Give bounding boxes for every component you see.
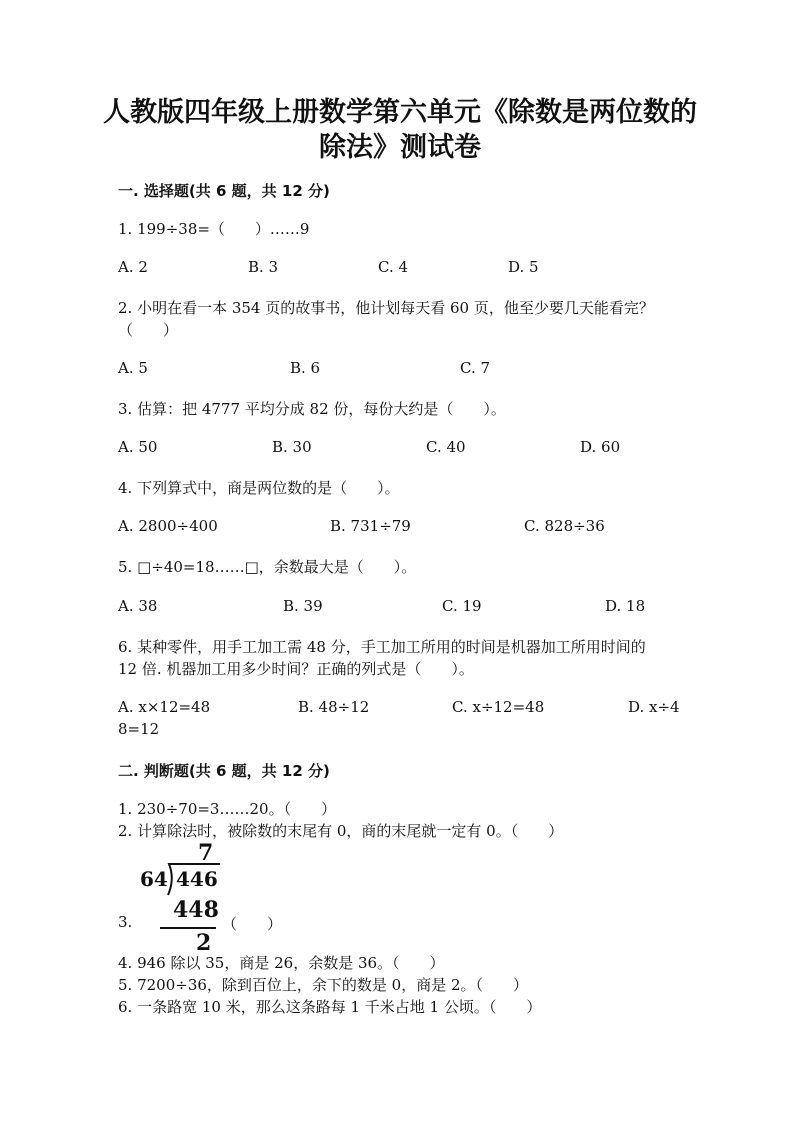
question-2-line-1: 2. 小明在看一本 354 页的故事书，他计划每天看 60 页，他至少要几天能看完？ bbox=[118, 299, 654, 317]
option-5c: C. 19 bbox=[442, 597, 482, 615]
division-divisor: 64 bbox=[140, 867, 168, 891]
option-4a: A. 2800÷400 bbox=[118, 517, 218, 535]
judge-item-2: 2. 计算除法时，被除数的末尾有 0，商的末尾就一定有 0。（ ） bbox=[118, 822, 564, 840]
option-1b: B. 3 bbox=[248, 258, 279, 276]
option-4b: B. 731÷79 bbox=[330, 517, 411, 535]
division-product: 448 bbox=[173, 897, 219, 923]
option-6d-wrap: 8=12 bbox=[118, 720, 160, 738]
question-5: 5. □÷40=18……□，余数最大是（ ）。 bbox=[118, 558, 417, 576]
title-line-2: 除法》测试卷 bbox=[319, 132, 481, 163]
option-5d: D. 18 bbox=[605, 597, 646, 615]
option-3a: A. 50 bbox=[118, 438, 158, 456]
option-6c: C. x÷12=48 bbox=[452, 698, 545, 716]
option-5a: A. 38 bbox=[118, 597, 158, 615]
option-6b: B. 48÷12 bbox=[298, 698, 370, 716]
judge-item-4: 4. 946 除以 35，商是 26，余数是 36。（ ） bbox=[118, 954, 445, 972]
option-3b: B. 30 bbox=[272, 438, 312, 456]
option-6a: A. x×12=48 bbox=[118, 698, 211, 716]
division-dividend: 446 bbox=[176, 867, 218, 891]
option-2c: C. 7 bbox=[460, 359, 491, 377]
option-3d: D. 60 bbox=[580, 438, 621, 456]
option-1d: D. 5 bbox=[508, 258, 539, 276]
option-3c: C. 40 bbox=[426, 438, 466, 456]
question-6-line-2: 12 倍. 机器加工用多少时间？正确的列式是（ ）。 bbox=[118, 660, 474, 678]
judge-item-6: 6. 一条路宽 10 米，那么这条路每 1 千米占地 1 公顷。（ ） bbox=[118, 998, 542, 1016]
division-remainder: 2 bbox=[196, 930, 212, 956]
option-1c: C. 4 bbox=[378, 258, 409, 276]
option-5b: B. 39 bbox=[283, 597, 323, 615]
long-division-figure bbox=[140, 840, 240, 960]
title-line-1: 人教版四年级上册数学第六单元《除数是两位数的 bbox=[103, 97, 697, 128]
judge-item-3-blank: （ ） bbox=[222, 915, 283, 933]
option-1a: A. 2 bbox=[118, 258, 148, 276]
option-6d: D. x÷4 bbox=[628, 698, 680, 716]
option-2b: B. 6 bbox=[290, 359, 321, 377]
section-heading-judgement: 二. 判断题(共 6 题，共 12 分) bbox=[118, 762, 330, 780]
section-heading-choice: 一. 选择题(共 6 题，共 12 分) bbox=[118, 182, 330, 200]
division-rule bbox=[160, 927, 216, 929]
question-3: 3. 估算：把 4777 平均分成 82 份，每份大约是（ ）。 bbox=[118, 400, 506, 418]
question-2-line-2: （ ） bbox=[118, 321, 179, 339]
division-quotient: 7 bbox=[198, 840, 214, 866]
judge-item-3-number: 3. bbox=[118, 913, 133, 931]
question-6-line-1: 6. 某种零件，用手工加工需 48 分，手工加工所用的时间是机器加工所用时间的 bbox=[118, 638, 646, 656]
option-4c: C. 828÷36 bbox=[524, 517, 605, 535]
option-2a: A. 5 bbox=[118, 359, 148, 377]
judge-item-1: 1. 230÷70=3……20。（ ） bbox=[118, 800, 337, 818]
question-1: 1. 199÷38=（ ）……9 bbox=[118, 220, 310, 238]
question-4: 4. 下列算式中，商是两位数的是（ ）。 bbox=[118, 479, 400, 497]
judge-item-5: 5. 7200÷36，除到百位上，余下的数是 0，商是 2。（ ） bbox=[118, 976, 529, 994]
